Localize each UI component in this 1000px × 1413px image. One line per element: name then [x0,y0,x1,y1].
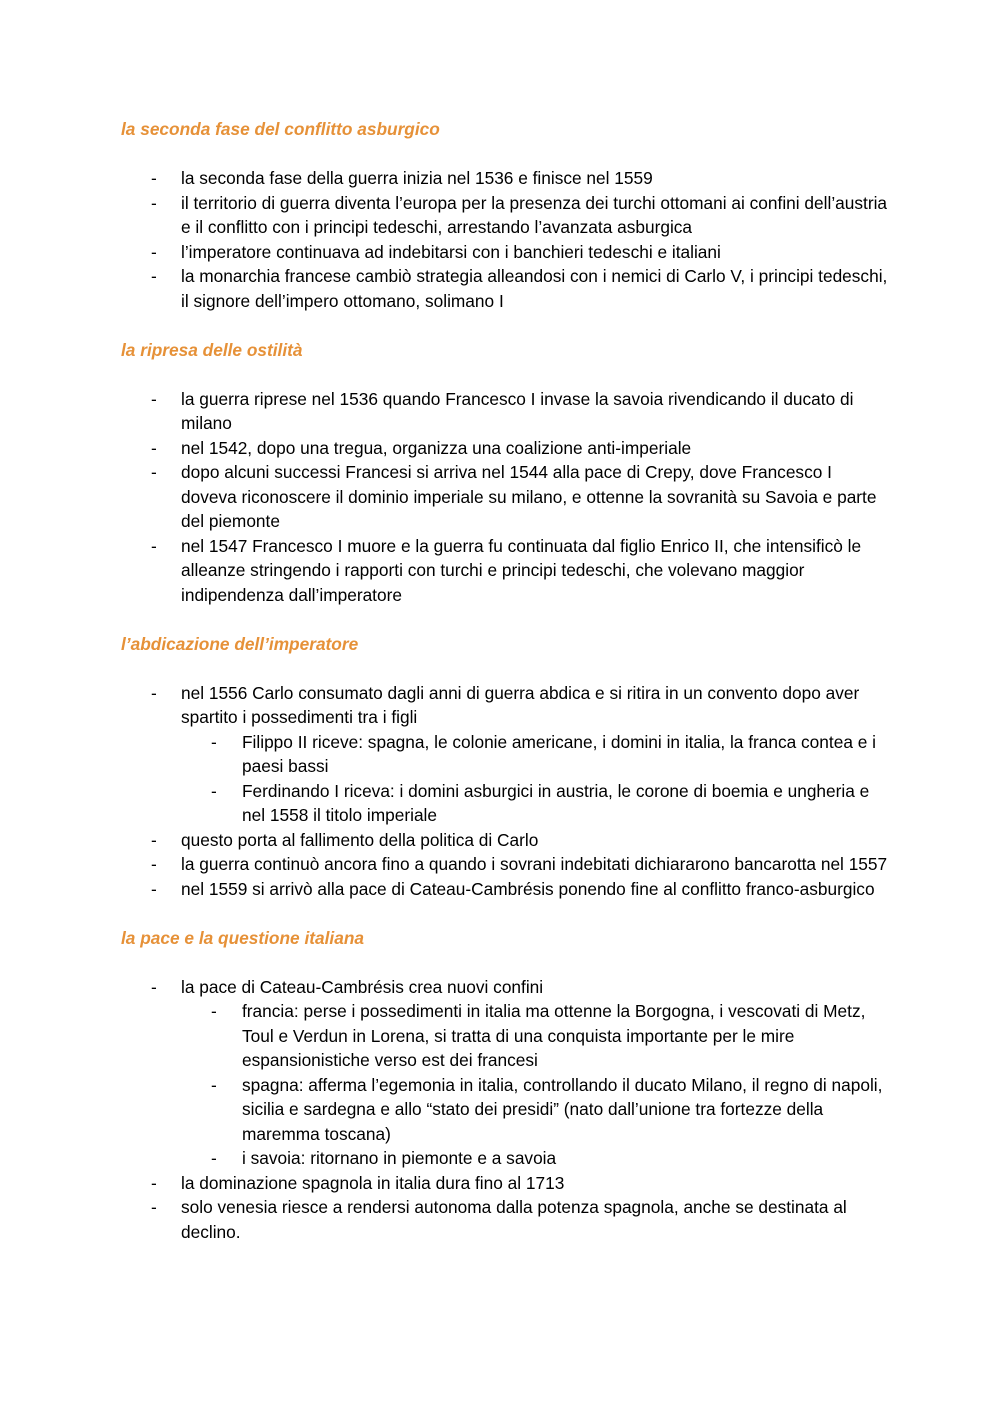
list-item [121,681,891,828]
bullet-list [121,387,891,608]
list-item-text: la dominazione spagnola in italia dura fino al 1713 [181,1172,565,1193]
bullet-dash: - [211,1074,217,1095]
list-item [121,877,891,902]
list-item-text: solo venesia riesce a rendersi autonoma dalla potenza spagnola, anche se destinata al declino. [181,1197,847,1242]
list-item-text: il territorio di guerra diventa l’europa per la presenza dei turchi ottomani ai confini dell’austria e il conflitto con i principi tedeschi, arrestando l’avanzata asburgica [181,192,888,237]
list-item-text: la pace di Cateau-Cambrésis crea nuovi confini [181,976,544,997]
nested-bullet-list [121,730,891,828]
nested-list-item-text: Ferdinando I riceva: i domini asburgici in austria, le corone di boemia e ungheria e nel 1558 il titolo imperiale [242,780,870,825]
list-item-text: nel 1559 si arrivò alla pace di Cateau-Cambrésis ponendo fine al conflitto franco-asburgico [181,878,875,899]
list-item-text: dopo alcuni successi Francesi si arriva nel 1544 alla pace di Crepy, dove Francesco I doveva riconoscere il dominio imperiale su milano, e ottenne la sovranità su Savoia e parte del piemonte [181,462,877,531]
list-item-text: la guerra continuò ancora fino a quando i sovrani indebitati dichiararono bancarotta nel 1557 [181,854,888,874]
bullet-dash: - [151,535,157,556]
list-item-text: nel 1556 Carlo consumato dagli anni di guerra abdica e si ritira in un convento dopo aver spartito i possedimenti tra i figli [181,682,860,727]
bullet-dash: - [151,878,157,899]
section-heading: la ripresa delle ostilità [121,339,303,360]
document-page [121,117,891,1269]
bullet-dash: - [151,976,157,997]
list-item [121,460,891,534]
nested-list-item [121,999,891,1073]
nested-list-item-text: i savoia: ritornano in piemonte e a savoia [242,1148,557,1168]
bullet-dash: - [151,854,157,874]
bullet-dash: - [151,168,157,188]
list-item [121,387,891,436]
list-item [121,191,891,240]
bullet-dash: - [151,1172,157,1193]
list-item [121,166,891,191]
list-item [121,534,891,608]
bullet-dash: - [151,437,157,458]
list-item [121,975,891,1171]
nested-list-item-text: francia: perse i possedimenti in italia ma ottenne la Borgogna, i vescovati di Metz, Toul e Verdun in Lorena, si tratta di una conquista importante per le mire espansionistiche verso est dei francesi [242,1001,866,1070]
list-item-text: l’imperatore continuava ad indebitarsi con i banchieri tedeschi e italiani [181,241,721,262]
section-heading: la pace e la questione italiana [121,927,364,948]
nested-list-item [121,730,891,779]
bullet-dash: - [151,241,157,262]
bullet-dash: - [151,682,157,703]
bullet-list [121,166,891,313]
bullet-dash: - [151,1197,157,1217]
list-item-text: questo porta al fallimento della politica di Carlo [181,829,539,850]
list-item-text: nel 1542, dopo una tregua, organizza una coalizione anti-imperiale [181,437,692,458]
bullet-dash: - [151,266,157,286]
section-heading: la seconda fase del conflitto asburgico [121,119,440,139]
list-item-text: la guerra riprese nel 1536 quando Francesco I invase la savoia rivendicando il ducato di milano [181,388,854,433]
list-item [121,828,891,853]
list-item [121,436,891,461]
nested-bullet-list [121,999,891,1171]
bullet-dash: - [211,780,217,801]
list-item-text: la monarchia francese cambiò strategia alleandosi con i nemici di Carlo V, i principi tedeschi, il signore dell’impero ottomano, solimano I [181,266,888,311]
bullet-list [121,681,891,902]
bullet-dash: - [211,731,217,752]
nested-list-item-text: spagna: afferma l’egemonia in italia, controllando il ducato Milano, il regno di napoli, sicilia e sardegna e allo “stato dei presidi” (nato dall’unione tra fortezze della maremma toscana) [242,1074,883,1144]
list-item-text: nel 1547 Francesco I muore e la guerra fu continuata dal figlio Enrico II, che intensificò le alleanze stringendo i rapporti con turchi e principi tedeschi, che volevano maggior indipendenza dall’imperatore [181,535,862,605]
list-item [121,1171,891,1196]
bullet-dash: - [211,1001,217,1021]
nested-list-item [121,779,891,828]
section-heading: l’abdicazione dell’imperatore [121,633,359,654]
nested-list-item [121,1073,891,1147]
bullet-dash: - [211,1148,217,1168]
nested-list-item-text: Filippo II riceve: spagna, le colonie americane, i domini in italia, la franca contea e i paesi bassi [242,731,876,776]
list-item [121,1195,891,1244]
bullet-list [121,975,891,1245]
bullet-dash: - [151,829,157,850]
bullet-dash: - [151,192,157,213]
bullet-dash: - [151,388,157,409]
list-item [121,852,891,877]
list-item-text: la seconda fase della guerra inizia nel 1536 e finisce nel 1559 [181,168,653,188]
nested-list-item [121,1146,891,1171]
bullet-dash: - [151,462,157,482]
list-item [121,240,891,265]
list-item [121,264,891,313]
